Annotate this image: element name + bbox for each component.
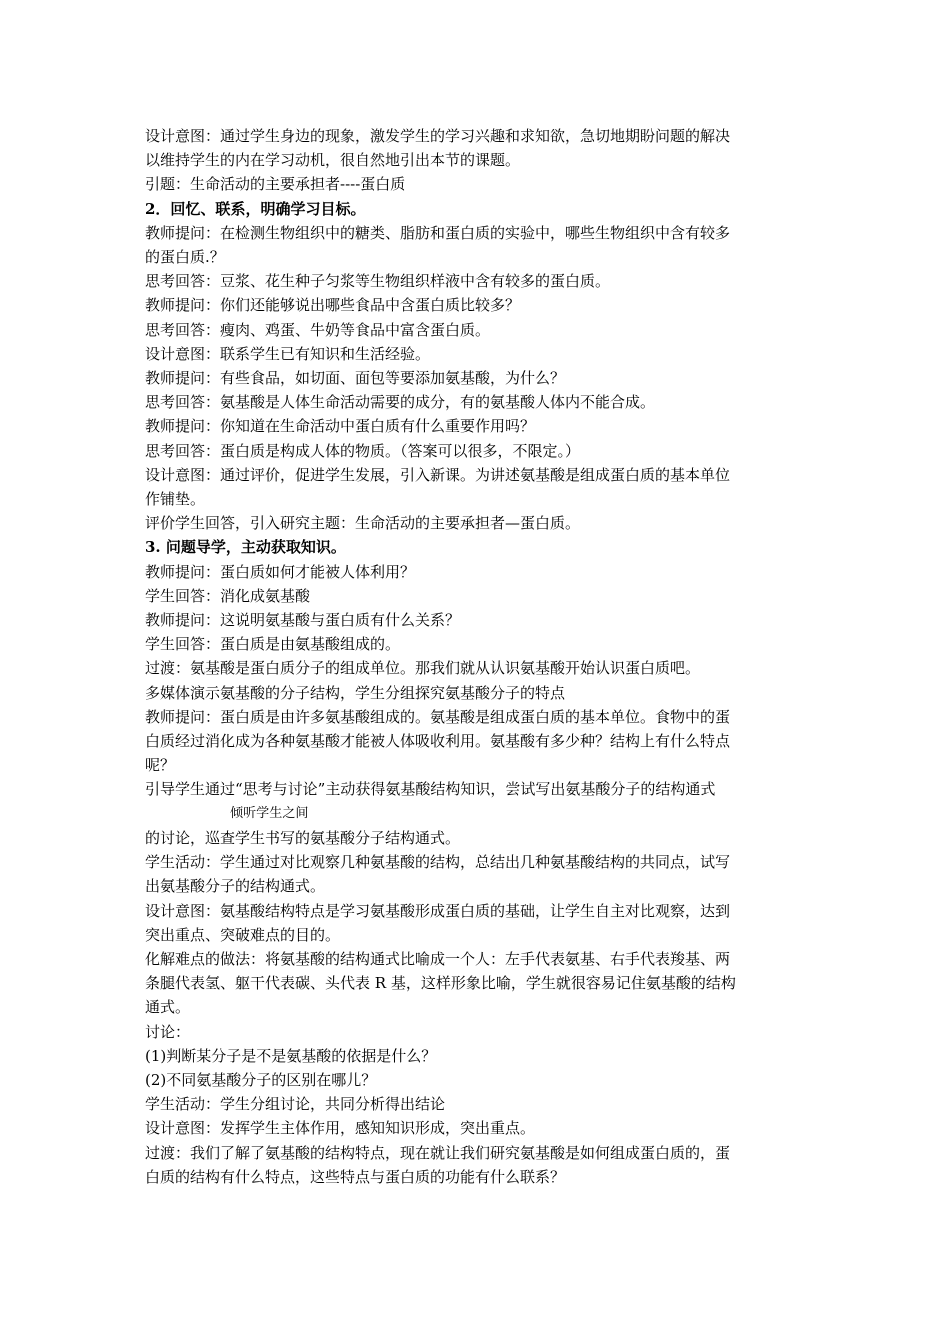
text-line: 设计意图：发挥学生主体作用，感知知识形成，突出重点。 xyxy=(145,1119,536,1138)
text-line: 学生活动：学生通过对比观察几种氨基酸的结构，总结出几种氨基酸结构的共同点，试写 xyxy=(145,853,731,872)
text-line: 学生活动：学生分组讨论，共同分析得出结论 xyxy=(145,1095,446,1114)
text-line: 出氨基酸分子的结构通式。 xyxy=(145,877,326,896)
text-line: 设计意图：通过评价，促进学生发展，引入新课。为讲述氨基酸是组成蛋白质的基本单位 xyxy=(145,465,731,484)
section-heading: 2．回忆、联系，明确学习目标。 xyxy=(145,199,366,218)
text-line: 学生回答：消化成氨基酸 xyxy=(145,586,311,605)
text-line: 思考回答：蛋白质是构成人体的物质。（答案可以很多，不限定。） xyxy=(145,441,581,460)
text-line: 条腿代表氢、躯干代表碳、头代表 R 基，这样形象比喻，学生就很容易记住氨基酸的结构 xyxy=(145,974,736,993)
text-line: 以维持学生的内在学习动机，很自然地引出本节的课题。 xyxy=(145,151,521,170)
text-line: 白质经过消化成为各种氨基酸才能被人体吸收利用。氨基酸有多少种？结构上有什么特点 xyxy=(145,732,731,751)
text-line: (2)不同氨基酸分子的区别在哪儿？ xyxy=(145,1070,377,1089)
text-line: 教师提问：在检测生物组织中的糖类、脂肪和蛋白质的实验中，哪些生物组织中含有较多 xyxy=(145,223,731,242)
text-line: 评价学生回答，引入研究主题：生命活动的主要承担者—蛋白质。 xyxy=(145,514,581,533)
text-line: 引导学生通过“思考与讨论”主动获得氨基酸结构知识，尝试写出氨基酸分子的结构通式 xyxy=(145,780,716,799)
text-line: 教师提问：蛋白质是由许多氨基酸组成的。氨基酸是组成蛋白质的基本单位。食物中的蛋 xyxy=(145,707,731,726)
text-line: 讨论： xyxy=(145,1022,191,1041)
text-line: 学生回答：蛋白质是由氨基酸组成的。 xyxy=(145,635,401,654)
text-line: 过渡：氨基酸是蛋白质分子的组成单位。那我们就从认识氨基酸开始认识蛋白质吧。 xyxy=(145,659,701,678)
text-line: 的蛋白质.？ xyxy=(145,248,225,267)
text-line: (1)判断某分子是不是氨基酸的依据是什么？ xyxy=(145,1046,437,1065)
text-line: 思考回答：瘦肉、鸡蛋、牛奶等食品中富含蛋白质。 xyxy=(145,320,491,339)
text-line: 通式。 xyxy=(145,998,191,1017)
text-line: 多媒体演示氨基酸的分子结构，学生分组探究氨基酸分子的特点 xyxy=(145,683,566,702)
text-line: 教师提问：有些食品，如切面、面包等要添加氨基酸，为什么？ xyxy=(145,369,566,388)
document-page xyxy=(145,124,810,1189)
section-heading: 3. 问题导学，主动获取知识。 xyxy=(145,538,346,557)
text-line: 突出重点、突破难点的目的。 xyxy=(145,925,341,944)
text-line: 思考回答：氨基酸是人体生命活动需要的成分，有的氨基酸人体内不能合成。 xyxy=(145,393,656,412)
text-line: 设计意图：联系学生已有知识和生活经验。 xyxy=(145,344,431,363)
text-line: 教师提问：这说明氨基酸与蛋白质有什么关系？ xyxy=(145,611,461,630)
text-line: 作铺垫。 xyxy=(145,490,206,509)
text-line: 教师提问：你们还能够说出哪些食品中含蛋白质比较多？ xyxy=(145,296,521,315)
text-line: 引题：生命活动的主要承担者----蛋白质 xyxy=(145,175,406,194)
text-line: 白质的结构有什么特点，这些特点与蛋白质的功能有什么联系？ xyxy=(145,1167,566,1186)
text-line: 设计意图：氨基酸结构特点是学习氨基酸形成蛋白质的基础，让学生自主对比观察，达到 xyxy=(145,901,731,920)
text-line: 的讨论，巡查学生书写的氨基酸分子结构通式。 xyxy=(145,828,461,847)
text-line: 教师提问：蛋白质如何才能被人体利用？ xyxy=(145,562,416,581)
text-line: 思考回答：豆浆、花生种子匀浆等生物组织样液中含有较多的蛋白质。 xyxy=(145,272,611,291)
text-line: 化解难点的做法：将氨基酸的结构通式比喻成一个人：左手代表氨基、右手代表羧基、两 xyxy=(145,949,731,968)
text-line: 过渡：我们了解了氨基酸的结构特点，现在就让我们研究氨基酸是如何组成蛋白质的，蛋 xyxy=(145,1143,731,1162)
text-line: 倾听学生之间 xyxy=(230,805,309,821)
text-line: 呢？ xyxy=(145,756,176,775)
text-line: 设计意图：通过学生身边的现象，激发学生的学习兴趣和求知欲，急切地期盼问题的解决 xyxy=(145,127,731,145)
text-line: 教师提问：你知道在生命活动中蛋白质有什么重要作用吗？ xyxy=(145,417,536,436)
